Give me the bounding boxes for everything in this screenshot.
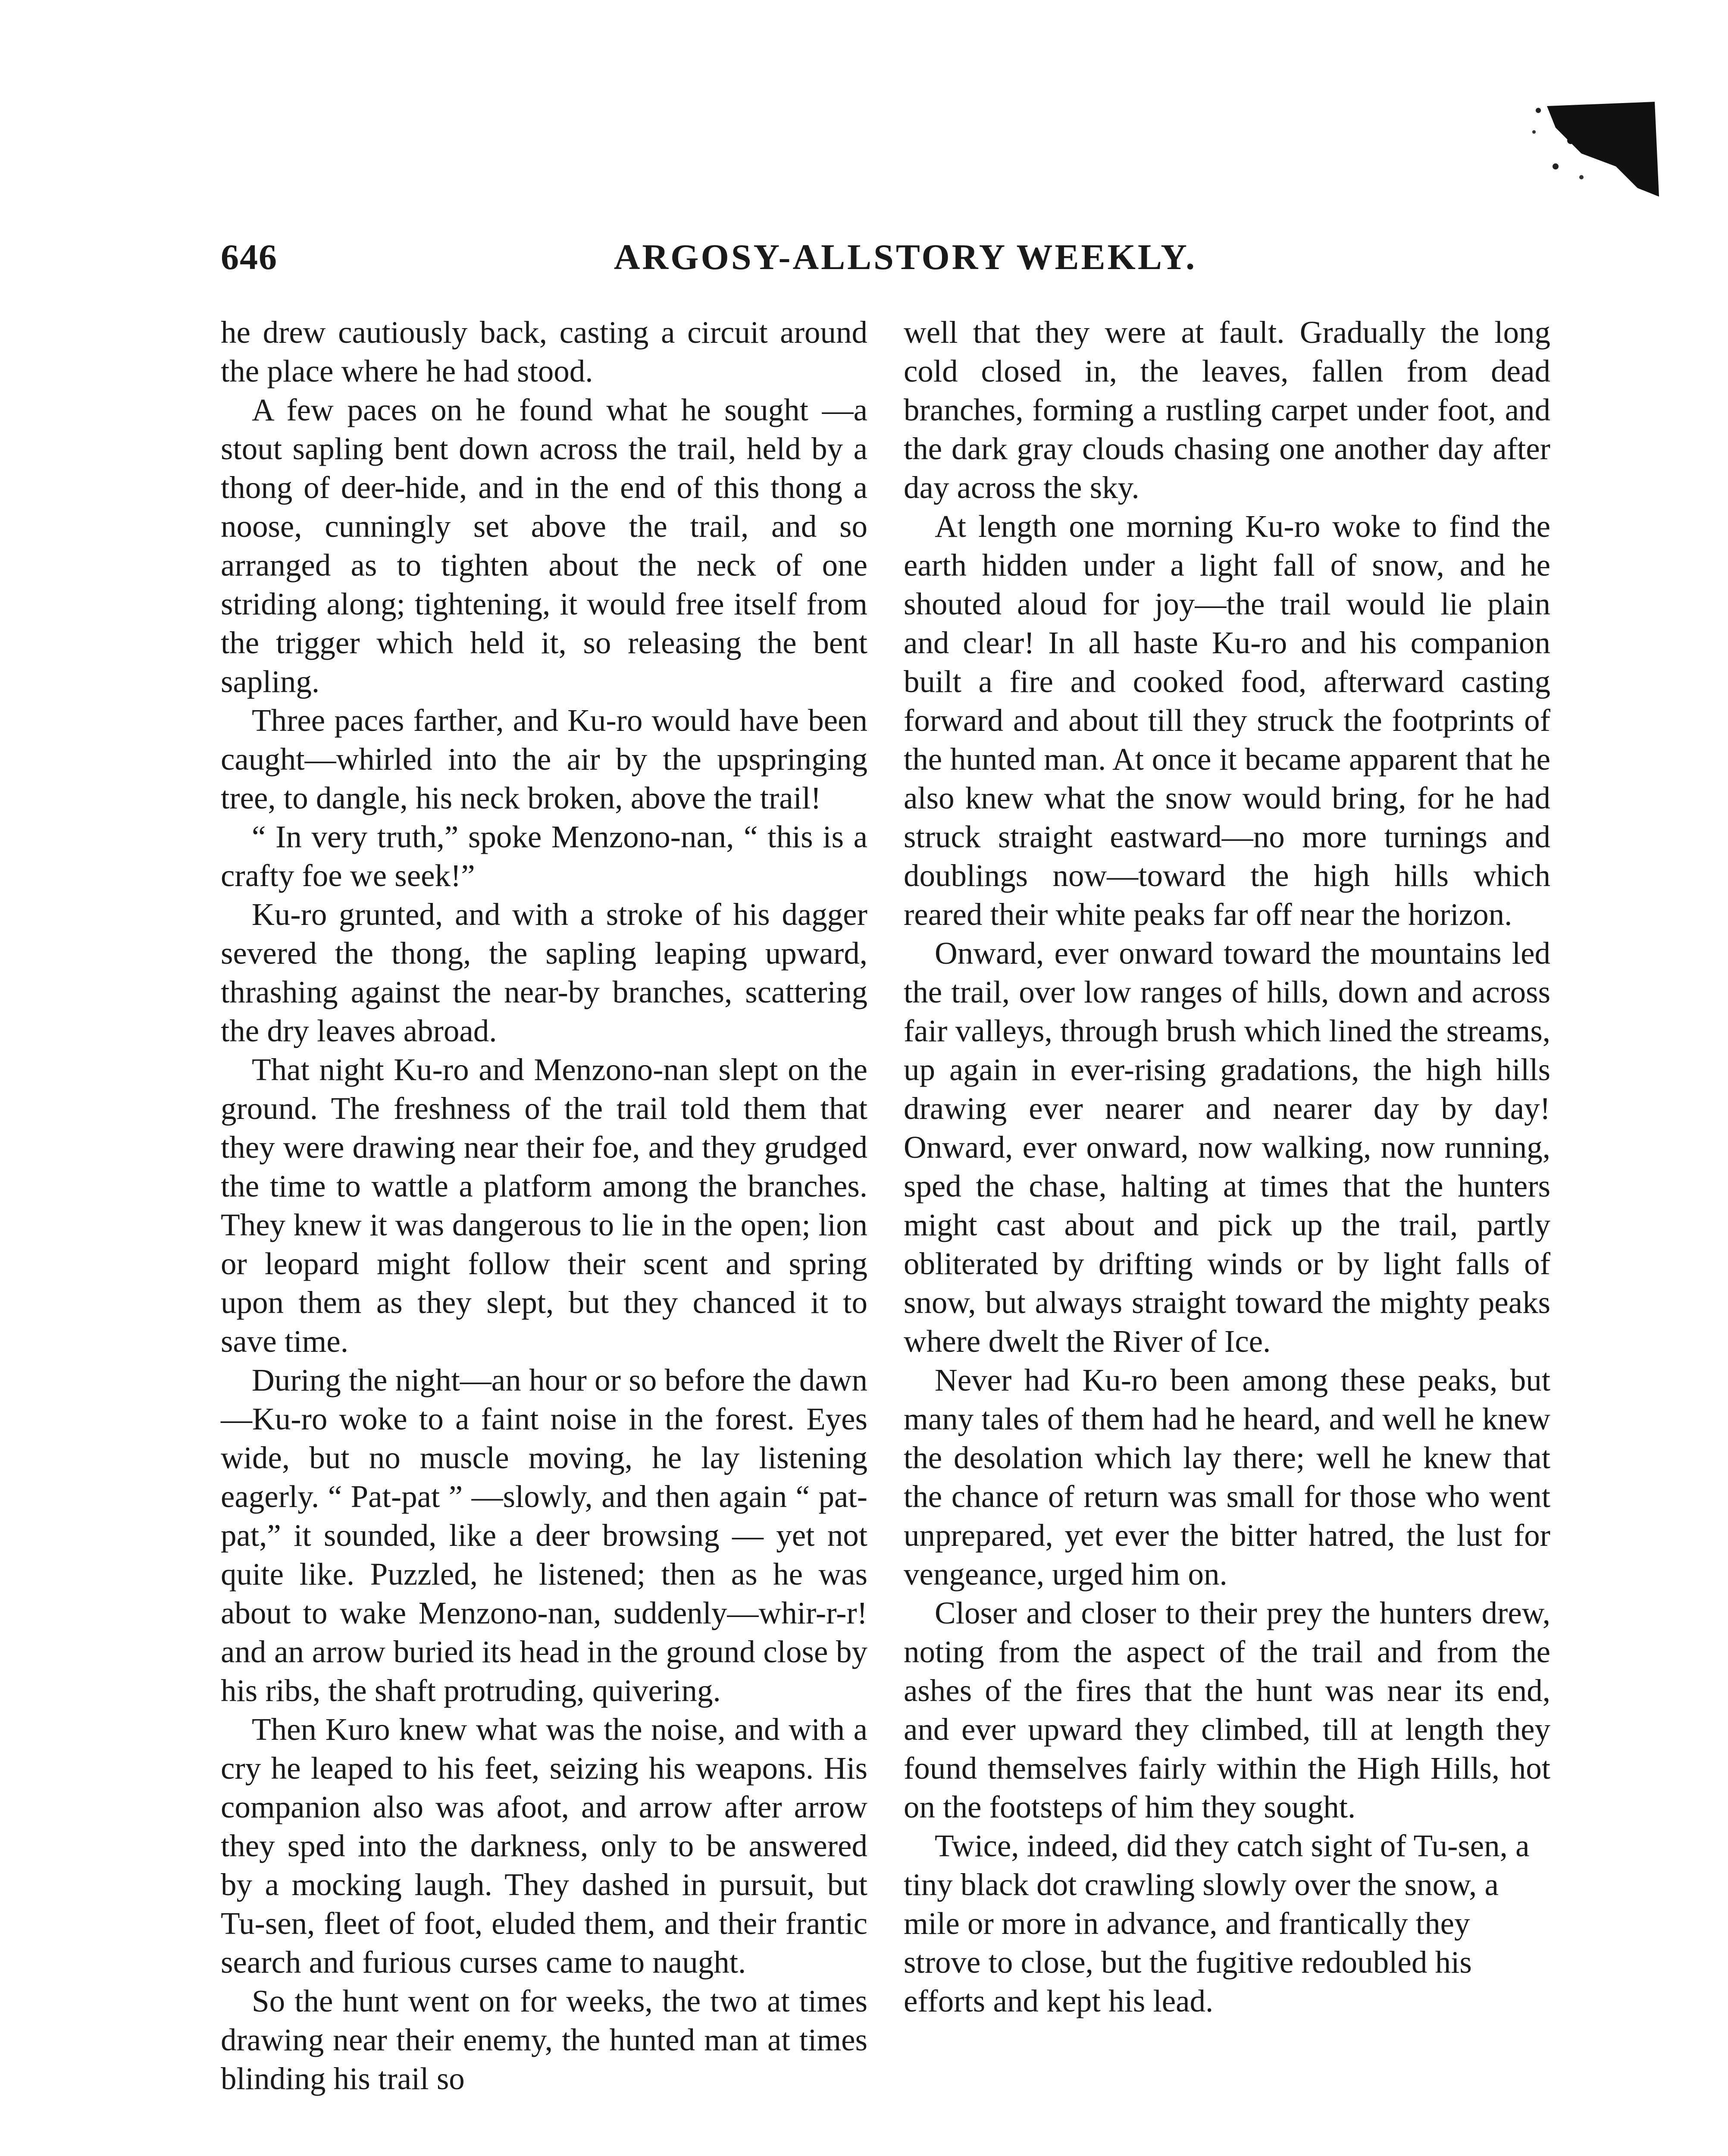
paragraph: Closer and closer to their prey the hunters drew, noting from the aspect of the trail and from the ashes of the fires that the hunt was near its end, and ever upward they climbed, till at length they found themselves fairly within the High Hills, hot on the footsteps of him they sought. xyxy=(904,1595,1550,1824)
paragraph: well that they were at fault. Gradually the long cold closed in, the leaves, fallen from dead branches, forming a rustling carpet under foot, and the dark gray clouds chasing one another day after day across the sky. xyxy=(904,315,1550,505)
right-column xyxy=(904,313,1550,2021)
paragraph: Three paces farther, and Ku-ro would have been caught—whirled into the air by the upspringing tree, to dangle, his neck broken, above the trail! xyxy=(221,703,867,815)
paragraph: At length one morning Ku-ro woke to find the earth hidden under a light fall of snow, and he shouted aloud for joy—the trail would lie plain and clear! In all haste Ku-ro and his companion built a fire and cooked food, afterward casting forward and about till they struck the footprints of the hunted man. At once it became apparent that he also knew what the snow would bring, for he had struck straight eastward—no more turnings and doublings now—toward the high hills which reared their white peaks far off near the horizon. xyxy=(904,509,1550,932)
paragraph: Never had Ku-ro been among these peaks, but many tales of them had he heard, and well he knew the desolation which lay there; well he knew that the chance of return was small for those who went unprepared, yet ever the bitter hatred, the lust for vengeance, urged him on. xyxy=(904,1363,1550,1592)
corner-ink-smudge xyxy=(1530,102,1659,201)
paragraph: “ In very truth,” spoke Menzono-nan, “ this is a crafty foe we seek!” xyxy=(221,819,867,893)
paragraph: Twice, indeed, did they catch sight of Tu-sen, a tiny black dot crawling slowly over the snow, a mile or more in advance, and frantically they strove to close, but the fugitive redoubled his efforts and kept his lead. xyxy=(904,1828,1530,2018)
left-column xyxy=(221,313,867,2098)
page-number: 646 xyxy=(221,237,278,277)
paragraph: That night Ku-ro and Menzono-nan slept on the ground. The freshness of the trail told them that they were drawing near their foe, and they grudged the time to wattle a platform among the branches. They knew it was dangerous to lie in the open; lion or leopard might follow their scent and spring upon them as they slept, but they chanced it to save time. xyxy=(221,1052,867,1359)
paragraph: Onward, ever onward toward the mountains led the trail, over low ranges of hills, down and across fair valleys, through brush which lined the streams, up again in ever-rising gradations, the high hills drawing ever nearer and nearer day by day! Onward, ever onward, now walking, now running, sped the chase, halting at times that the hunters might cast about and pick up the trail, partly obliterated by drifting winds or by light falls of snow, but always straight toward the mighty peaks where dwelt the River of Ice. xyxy=(904,936,1550,1359)
paragraph: he drew cautiously back, casting a circuit around the place where he had stood. xyxy=(221,315,867,389)
paragraph: Then Kuro knew what was the noise, and with a cry he leaped to his feet, seizing his weapons. His companion also was afoot, and arrow after arrow they sped into the darkness, only to be answered by a mocking laugh. They dashed in pursuit, but Tu-sen, fleet of foot, eluded them, and their frantic search and furious curses came to naught. xyxy=(221,1712,867,1980)
paragraph: During the night—an hour or so before the dawn—Ku-ro woke to a faint noise in the forest. Eyes wide, but no muscle moving, he lay listening eagerly. “ Pat-pat ” —slowly, and then again “ pat-pat,” it sounded, like a deer browsing — yet not quite like. Puzzled, he listened; then as he was about to wake Menzono-nan, suddenly—whir-r-r! and an arrow buried its head in the ground close by his ribs, the shaft protruding, quivering. xyxy=(221,1363,867,1708)
running-head: ARGOSY-ALLSTORY WEEKLY. xyxy=(614,237,1197,277)
paragraph: So the hunt went on for weeks, the two at times drawing near their enemy, the hunted man at times blinding his trail so xyxy=(221,1984,867,2096)
paragraph: Ku-ro grunted, and with a stroke of his dagger severed the thong, the sapling leaping upward, thrashing against the near-by branches, scattering the dry leaves abroad. xyxy=(221,897,867,1048)
paragraph: A few paces on he found what he sought —a stout sapling bent down across the trail, held by a thong of deer-hide, and in the end of this thong a noose, cunningly set above the trail, and so arranged as to tighten about the neck of one striding along; tightening, it would free itself from the trigger which held it, so releasing the bent sapling. xyxy=(221,392,867,699)
